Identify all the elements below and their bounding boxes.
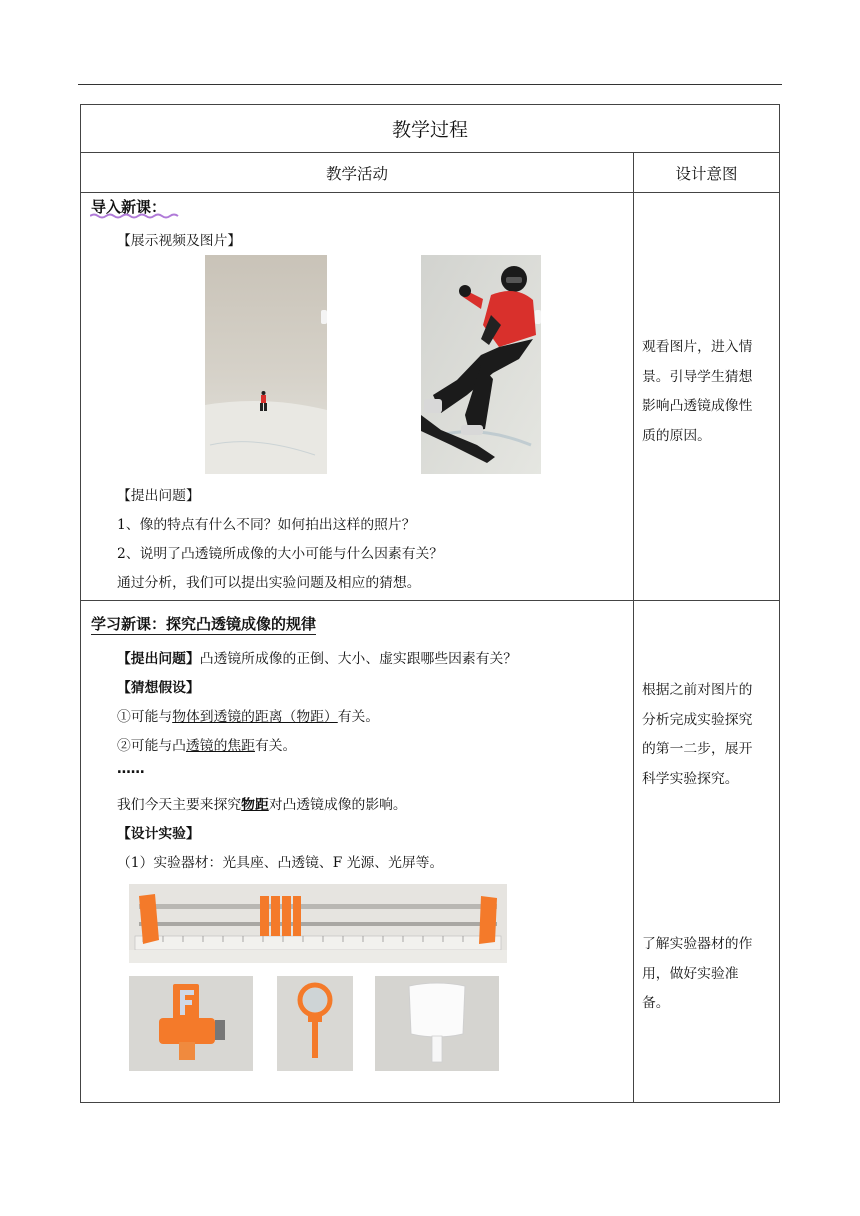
focus-prefix: 我们今天主要来探究 xyxy=(117,797,242,813)
f-light-source-photo xyxy=(129,976,253,1071)
analysis-conclusion: 通过分析，我们可以提出实验问题及相应的猜想。 xyxy=(117,575,421,591)
column-header-activity: 教学活动 xyxy=(81,153,634,193)
question-1: 1、像的特点有什么不同？如何拍出这样的照片？ xyxy=(117,517,416,533)
equipment-line: （1）实验器材：光具座、凸透镜、F 光源、光屏等。 xyxy=(117,855,444,871)
intro-intent-text: 观看图片，进入情景。引导学生猜想影响凸透镜成像性质的原因。 xyxy=(642,339,753,444)
teaching-process-table xyxy=(80,104,780,1103)
hypothesis-1-prefix: ①可能与 xyxy=(117,709,173,725)
question-2: 2、说明了凸透镜所成像的大小可能与什么因素有关？ xyxy=(117,546,444,562)
design-label: 【设计实验】 xyxy=(117,826,200,842)
intro-heading: 导入新课： xyxy=(91,198,167,216)
intro-intent-cell xyxy=(634,193,780,601)
ask-question-label: 【提出问题】 xyxy=(117,651,200,667)
snowboarder-closeup-photo xyxy=(421,255,541,474)
new-lesson-activity-cell xyxy=(81,601,634,1103)
new-lesson-heading: 学习新课：探究凸透镜成像的规律 xyxy=(91,615,317,633)
wavy-underline xyxy=(90,213,180,219)
hypothesis-2-keyword: 透镜的焦距 xyxy=(185,738,255,754)
ellipsis: …… xyxy=(117,761,145,777)
ask-question-line xyxy=(117,647,517,667)
optical-bench-photo xyxy=(129,884,507,963)
ask-question-text: 凸透镜所成像的正倒、大小、虚实跟哪些因素有关？ xyxy=(199,651,518,667)
convex-lens-photo xyxy=(277,976,353,1071)
hypothesis-1 xyxy=(117,705,379,725)
focus-keyword: 物距 xyxy=(241,797,269,813)
hypothesis-2-suffix: 有关。 xyxy=(254,738,297,754)
new-lesson-intent-cell xyxy=(634,601,780,1103)
show-label: 【展示视频及图片】 xyxy=(117,233,242,249)
new-lesson-intent-1: 根据之前对图片的分析完成实验探究的第一二步，展开科学实验探究。 xyxy=(642,682,753,787)
hypothesis-label: 【猜想假设】 xyxy=(117,680,200,696)
light-screen-photo xyxy=(375,976,499,1071)
question-label: 【提出问题】 xyxy=(117,488,200,504)
new-lesson-intent-2: 了解实验器材的作用，做好实验准备。 xyxy=(642,936,753,1011)
focus-suffix: 对凸透镜成像的影响。 xyxy=(268,797,407,813)
table-title: 教学过程 xyxy=(81,105,780,153)
intro-activity-cell xyxy=(81,193,634,601)
column-header-intent: 设计意图 xyxy=(634,153,780,193)
header-rule xyxy=(78,84,782,85)
distant-skier-photo xyxy=(205,255,327,474)
hypothesis-2-prefix: ②可能与凸 xyxy=(117,738,186,754)
hypothesis-2 xyxy=(117,734,296,754)
focus-line xyxy=(117,793,407,813)
hypothesis-1-suffix: 有关。 xyxy=(337,709,380,725)
hypothesis-1-keyword: 物体到透镜的距离（物距） xyxy=(172,709,338,725)
